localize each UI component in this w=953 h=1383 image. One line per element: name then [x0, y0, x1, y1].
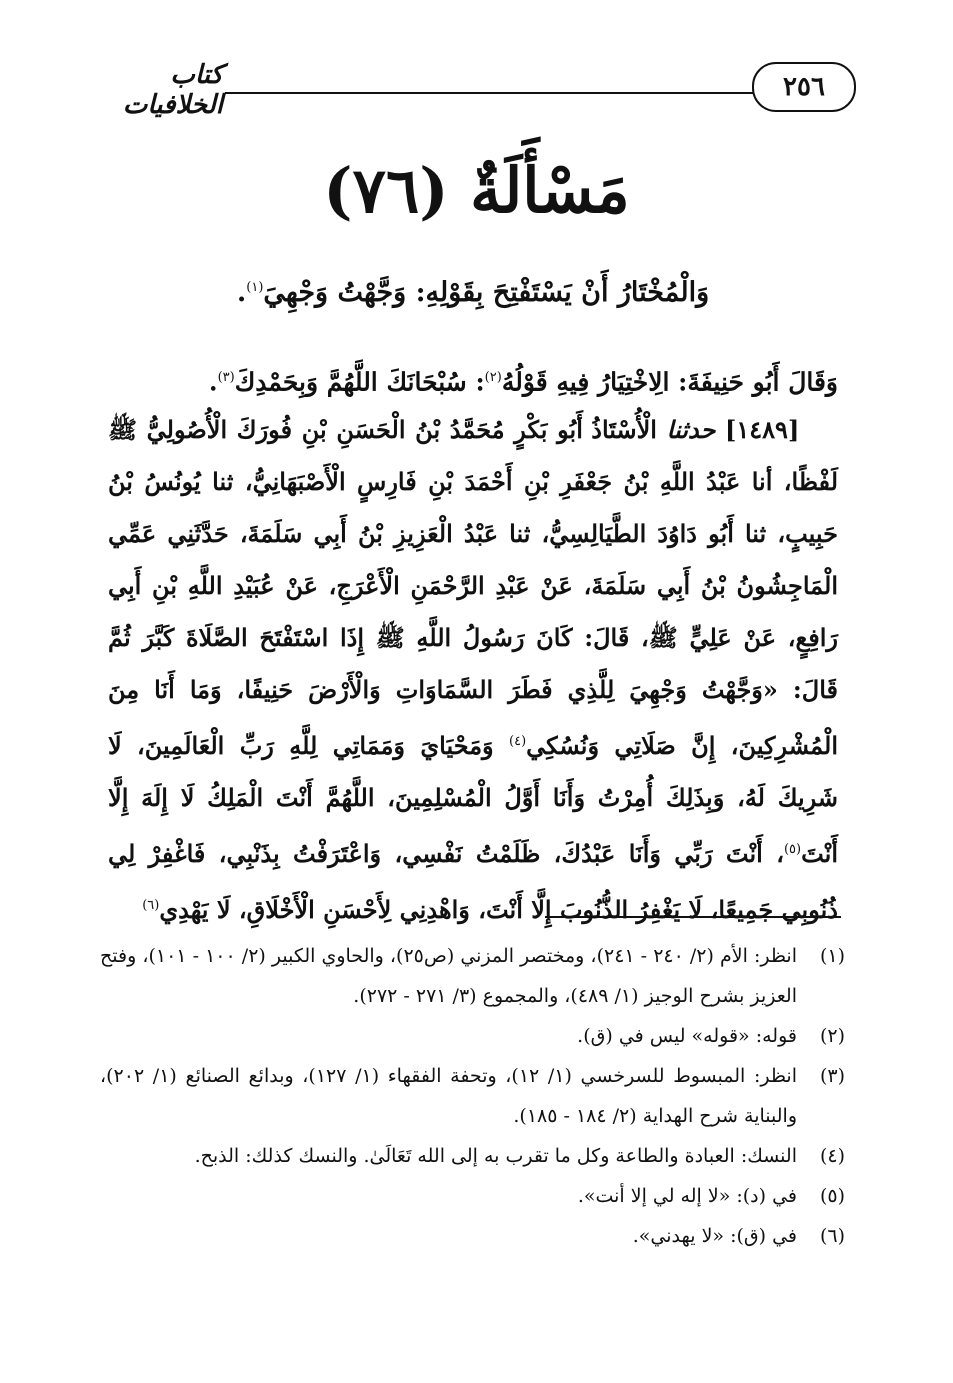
- hanafi-opinion-paragraph: [108, 352, 838, 408]
- footnotes: [100, 936, 845, 1256]
- footnote-ref[interactable]: (١): [246, 280, 264, 295]
- footnote-ref[interactable]: (٣): [217, 370, 235, 385]
- narration-marker: حدثنا: [666, 415, 716, 444]
- para1-text-b: : سُبْحَانَكَ اللَّهُمَّ وَبِحَمْدِكَ: [234, 367, 485, 397]
- footnote: [100, 1056, 845, 1136]
- hadith-paragraph: [108, 404, 838, 936]
- footnote-text: في (د): «لا إله لي إلا أنت».: [577, 1185, 797, 1207]
- footnote-number: (٣): [819, 1065, 845, 1087]
- footnote-ref[interactable]: (٤): [509, 734, 527, 749]
- hadith-text-a: الْأُسْتَاذُ أَبُو بَكْرٍ مُحَمَّدُ بْنُ الْحَسَنِ بْنِ فُورَكَ الْأُصُولِيُّ ﷺ لَفْظًا، أنا عَبْدُ اللَّهِ بْنُ جَعْفَرِ بْنِ أَحْمَدَ بْنِ فَارِسٍ الْأَصْبَهَانِيُّ، ثنا يُونُسُ بْنُ حَبِيبٍ، ثنا أَبُو دَاوُدَ الطَّيَالِسِيُّ، ثنا عَبْدُ الْعَزِيزِ بْنُ أَبِي سَلَمَةَ، حَدَّثَنِي عَمِّي الْمَاجِشُونُ بْنُ أَبِي سَلَمَةَ، عَنْ عَبْدِ الرَّحْمَنِ الْأَعْرَجِ، عَنْ عُبَيْدِ اللَّهِ بْنِ أَبِي رَافِعٍ، عَنْ عَلِيٍّ ﷺ، قَالَ: كَانَ رَسُولُ اللَّهِ ﷺ إِذَا اسْتَفْتَحَ الصَّلَاةَ كَبَّرَ ثُمَّ قَالَ: «وَجَّهْتُ وَجْهِيَ لِلَّذِي فَطَرَ السَّمَاوَاتِ وَالْأَرْضَ حَنِيفًا، وَمَا أَنَا مِنَ الْمُشْرِكِينَ، إِنَّ صَلَاتِي وَنُسُكِي: [108, 415, 838, 760]
- footnote-number: (٢): [819, 1025, 845, 1047]
- footnote: [100, 1016, 845, 1056]
- footnote-text: قوله: «قوله» ليس في (ق).: [577, 1025, 797, 1047]
- footnote-number: (٥): [819, 1185, 845, 1207]
- footnote-separator: [545, 916, 841, 918]
- footnote: [100, 1216, 845, 1256]
- footnote: [100, 1136, 845, 1176]
- footnote-number: (١): [819, 945, 845, 967]
- footnote-text: انظر: المبسوط للسرخسي (١/ ١٢)، وتحفة الفقهاء (١/ ١٢٧)، وبدائع الصنائع (١/ ٢٠٢)، والبناية شرح الهداية (٢/ ١٨٤ - ١٨٥).: [100, 1065, 797, 1127]
- page-number-badge: ٢٥٦: [752, 62, 856, 112]
- footnote-ref[interactable]: (٥): [783, 842, 802, 857]
- para1-text-c: .: [208, 367, 218, 397]
- footnote-text: في (ق): «لا يهدني».: [632, 1225, 797, 1247]
- issue-statement-text: وَالْمُخْتَارُ أَنْ يَسْتَفْتِحَ بِقَوْلِهِ: وَجَّهْتُ وَجْهِيَ: [263, 277, 710, 308]
- footnote-ref[interactable]: (٦): [142, 898, 160, 913]
- hadith-text-c: ، أَنْتَ رَبِّي وَأَنَا عَبْدُكَ، ظَلَمْتُ نَفْسِي، وَاعْتَرَفْتُ بِذَنْبِي، فَاغْفِرْ لِي ذُنُوبِي جَمِيعًا، لَا يَغْفِرُ الذُّنُوبَ إِلَّا أَنْتَ، وَاهْدِنِي لِأَحْسَنِ الْأَخْلَاقِ، لَا يَهْدِي: [108, 839, 838, 924]
- running-head-book-title: كتاب الخلافيات: [122, 60, 223, 120]
- footnote-text: النسك: العبادة والطاعة وكل ما تقرب به إلى الله تَعَالَىٰ. والنسك كذلك: الذبح.: [194, 1145, 797, 1167]
- hadith-text-b: وَمَحْيَايَ وَمَمَاتِي لِلَّهِ رَبِّ الْعَالَمِينَ، لَا شَرِيكَ لَهُ، وَبِذَلِكَ أُمِرْتُ وَأَنَا أَوَّلُ الْمُسْلِمِينَ، اللَّهُمَّ أَنْتَ الْمَلِكُ لَا إِلَهَ إِلَّا أَنْتَ: [108, 731, 838, 868]
- hadith-number: [١٤٨٩]: [725, 415, 800, 444]
- footnote-text: انظر: الأم (٢/ ٢٤٠ - ٢٤١)، ومختصر المزني (ص٢٥)، والحاوي الكبير (٢/ ١٠٠ - ١٠١)، وفتح العزيز بشرح الوجيز (١/ ٤٨٩)، والمجموع (٣/ ٢٧١ - ٢٧٢).: [100, 945, 797, 1007]
- issue-heading: مَسْأَلَةٌ (٧٦): [323, 153, 630, 227]
- para1-text-a: وَقَالَ أَبُو حَنِيفَةَ: الِاخْتِيَارُ فِيهِ قَوْلُهُ: [501, 367, 838, 397]
- footnote-number: (٦): [819, 1225, 845, 1247]
- footnote: [100, 936, 845, 1016]
- footnote-ref[interactable]: (٢): [484, 370, 502, 385]
- issue-statement-end: .: [236, 277, 247, 308]
- issue-statement: [108, 262, 838, 319]
- header-rule: [225, 92, 753, 94]
- footnote: [100, 1176, 845, 1216]
- footnote-number: (٤): [819, 1145, 845, 1167]
